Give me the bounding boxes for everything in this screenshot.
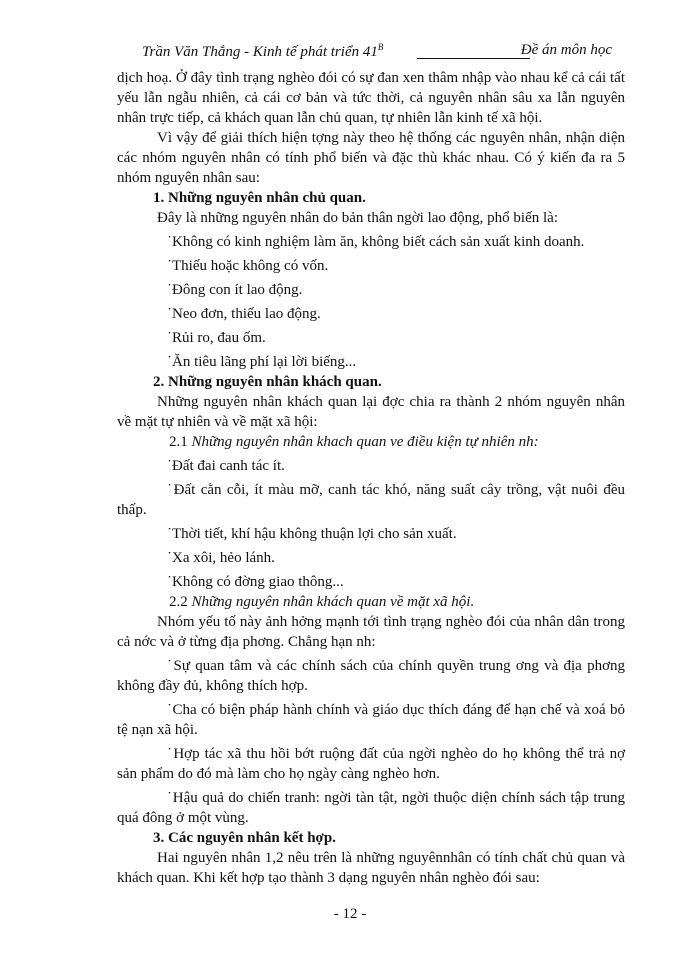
section-1-intro: Đây là những nguyên nhân do bản thân ngời lao động, phổ biến là: <box>157 210 558 226</box>
header-doc-type: Đề án môn học <box>520 42 612 58</box>
list-item: ˙Thời tiết, khí hậu không thuận lợi cho sản xuất. <box>167 526 457 542</box>
list-item: ˙Đông con ít lao động. <box>167 282 303 298</box>
list-item: ˙Đất cằn cỗi, ít màu mỡ, canh tác khó, năng suất cây trồng, vật nuôi đều thấp. <box>117 482 625 518</box>
list-item: ˙Neo đơn, thiếu lao động. <box>167 306 321 322</box>
page-number: - 12 - <box>333 906 367 922</box>
header-rule <box>417 58 530 59</box>
page-header <box>142 40 612 64</box>
list-item: ˙Rủi ro, đau ốm. <box>167 330 266 346</box>
subsection-2-2-intro: Nhóm yếu tố này ảnh hởng mạnh tới tình trạng nghèo đói của nhân dân trong cả nớc và ở từng địa phơng. Chẳng hạn nh: <box>117 614 625 650</box>
section-3-heading: 3. Các nguyên nhân kết hợp. <box>153 830 336 846</box>
list-item: ˙Không có đờng giao thông... <box>167 574 344 590</box>
section-2-intro: Những nguyên nhân khách quan lại đợc chia ra thành 2 nhóm nguyên nhân về mặt tự nhiên và về mặt xã hội: <box>117 394 625 430</box>
document-body <box>117 68 625 888</box>
section-3-intro: Hai nguyên nhân 1,2 nêu trên là những nguyênnhân có tính chất chủ quan và khách quan. Khi kết hợp tạo thành 3 dạng nguyên nhân nghèo đói sau: <box>117 850 625 886</box>
header-author-course: Trần Văn Thắng - Kinh tế phát triển $41^B$ <box>142 42 384 60</box>
list-item: ˙Đất đai canh tác ít. <box>167 458 285 474</box>
paragraph-explanation: Vì vậy để giải thích hiện tợng này theo hệ thống các nguyên nhân, nhận diện các nhóm nguyên nhân có tính phổ biến và đặc thù khác nhau. Có ý kiến đa ra 5 nhóm nguyên nhân sau: <box>117 130 625 186</box>
list-item: ˙Xa xôi, hẻo lánh. <box>167 550 275 566</box>
list-item: ˙Hậu quả do chiến tranh: ngời tàn tật, ngời thuộc diện chính sách tập trung quá đông ở một vùng. <box>117 790 625 826</box>
section-2-heading: 2. Những nguyên nhân khách quan. <box>153 374 382 390</box>
list-item: ˙Cha có biện pháp hành chính và giáo dục thích đáng để hạn chế và xoá bỏ tệ nạn xã hội. <box>117 702 625 738</box>
list-item: ˙Ăn tiêu lãng phí lại lời biếng... <box>167 354 357 370</box>
subsection-2-1-heading: 2.1 Những nguyên nhân khach quan ve điều kiện tự nhiên nh: <box>169 434 539 450</box>
list-item: ˙Không có kinh nghiệm làm ăn, không biết cách sản xuất kinh doanh. <box>167 234 585 250</box>
section-1-heading: 1. Những nguyên nhân chủ quan. <box>153 190 366 206</box>
list-item: ˙Sự quan tâm và các chính sách của chính quyền trung ơng và địa phơng không đầy đủ, không thích hợp. <box>117 658 625 694</box>
list-item: ˙Hợp tác xã thu hồi bớt ruộng đất của ngời nghèo do họ không thể trả nợ sản phẩm do đó mà làm cho họ ngày càng nghèo hơn. <box>117 746 626 782</box>
subsection-2-2-heading: 2.2 Những nguyên nhân khách quan về mặt xã hội. <box>169 594 475 610</box>
list-item: ˙Thiếu hoặc không có vốn. <box>167 258 329 274</box>
paragraph-intro: dịch hoạ. Ở đây tình trạng nghèo đói có sự đan xen thâm nhập vào nhau kể cả cái tất yếu lẫn ngẫu nhiên, cả cái cơ bản và tức thời, cả nguyên nhân sâu xa lẫn nguyên nhân trực tiếp, cả khách quan lẫn chủ quan, tự nhiên lẫn kinh tế xã hội. <box>117 70 625 126</box>
